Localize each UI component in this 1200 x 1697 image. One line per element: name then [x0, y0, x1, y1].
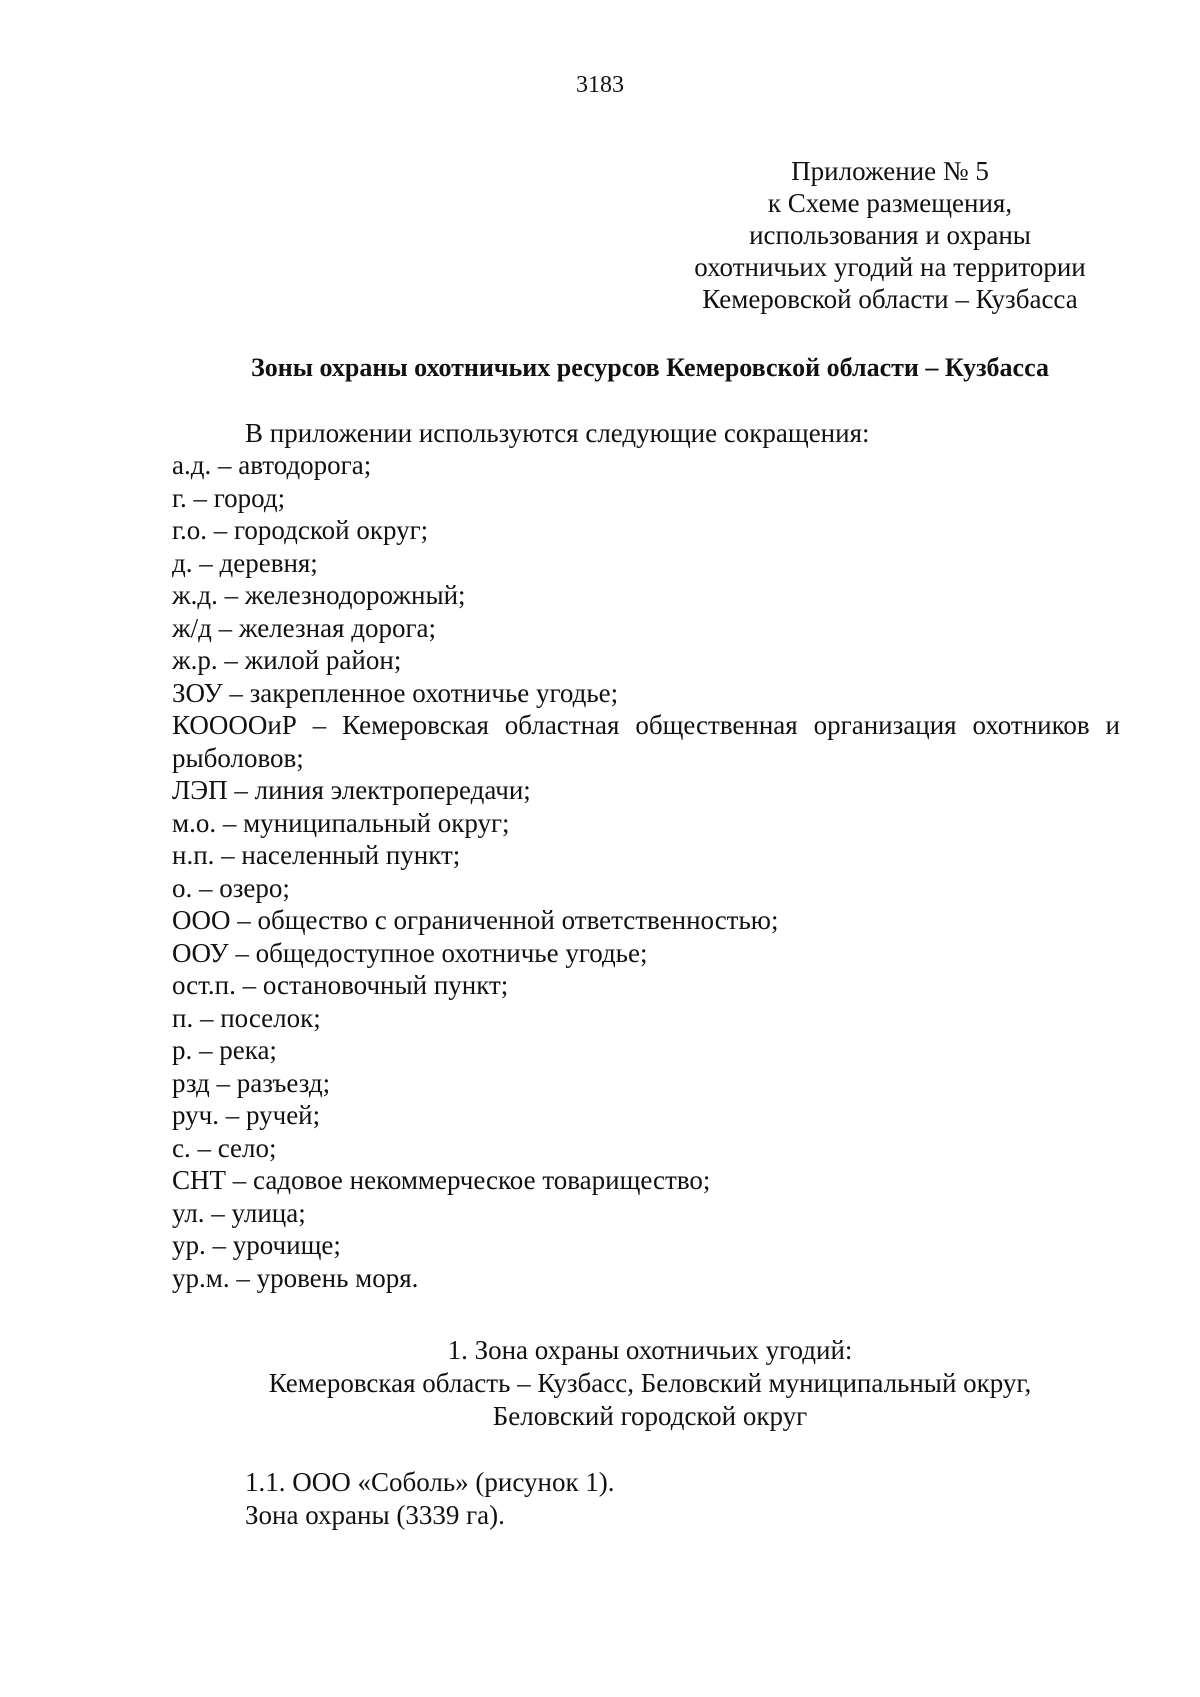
- abbreviation-item: с. – село;: [172, 1132, 277, 1163]
- abbreviation-item: руч. – ручей;: [172, 1100, 321, 1130]
- abbreviation-item: ост.п. – остановочный пункт;: [172, 970, 509, 1000]
- abbreviations-intro: В приложении используются следующие сокращения:: [245, 418, 870, 448]
- appendix-line: к Схеме размещения,: [767, 188, 1013, 218]
- abbreviations-list: [172, 449, 1120, 1294]
- abbreviation-item: о. – озеро;: [172, 872, 290, 903]
- appendix-header: [640, 155, 1140, 315]
- abbreviation-item: ж.р. – жилой район;: [172, 645, 402, 675]
- section-heading: [100, 1334, 1200, 1433]
- subsection-heading: 1.1. ООО «Соболь» (рисунок 1).: [245, 1467, 615, 1497]
- abbreviation-item: ур. – урочище;: [172, 1230, 341, 1260]
- abbreviation-item: д. – деревня;: [172, 547, 318, 578]
- abbreviation-item: ООО – общество с ограниченной ответственностью;: [172, 905, 779, 935]
- abbreviation-item: г.о. – городской округ;: [172, 515, 429, 545]
- section-heading-line: 1. Зона охраны охотничьих угодий:: [447, 1335, 853, 1365]
- abbreviation-item: ж.д. – железнодорожный;: [172, 580, 466, 610]
- section-heading-line: Беловский городской округ: [492, 1401, 808, 1431]
- abbreviation-item: ЗОУ – закрепленное охотничье угодье;: [172, 677, 619, 708]
- abbreviation-item: р. – река;: [172, 1035, 277, 1065]
- abbreviation-item: КООООиР – Кемеровская областная общественная организация охотников и рыболовов;: [172, 710, 1120, 773]
- abbreviation-item: п. – поселок;: [172, 1002, 321, 1033]
- abbreviation-item: СНТ – садовое некоммерческое товарищество;: [172, 1165, 711, 1195]
- abbreviation-item: ур.м. – уровень моря.: [172, 1262, 419, 1293]
- page-number: 3183: [576, 72, 624, 98]
- abbreviation-item: м.о. – муниципальный округ;: [172, 807, 510, 838]
- appendix-line: Кемеровской области – Кузбасса: [702, 284, 1078, 314]
- abbreviation-item: н.п. – населенный пункт;: [172, 840, 461, 870]
- abbreviation-item: рзд – разъезд;: [172, 1067, 331, 1098]
- appendix-line: Приложение № 5: [791, 156, 989, 186]
- appendix-line: охотничьих угодий на территории: [694, 252, 1086, 282]
- appendix-line: использования и охраны: [749, 220, 1031, 250]
- abbreviation-item: ж/д – железная дорога;: [172, 612, 437, 643]
- section-heading-line: Кемеровская область – Кузбасс, Беловский муниципальный округ,: [268, 1368, 1032, 1398]
- abbreviation-item: г. – город;: [172, 482, 286, 513]
- abbreviation-item: а.д. – автодорога;: [172, 450, 372, 480]
- abbreviation-item: ООУ – общедоступное охотничье угодье;: [172, 937, 648, 968]
- subsection-item: [245, 1466, 615, 1532]
- subsection-text: Зона охраны (3339 га).: [245, 1500, 505, 1530]
- abbreviation-item: ул. – улица;: [172, 1197, 306, 1228]
- abbreviation-item: ЛЭП – линия электропередачи;: [172, 775, 531, 805]
- document-title: Зоны охраны охотничьих ресурсов Кемеровской области – Кузбасса: [251, 353, 1049, 382]
